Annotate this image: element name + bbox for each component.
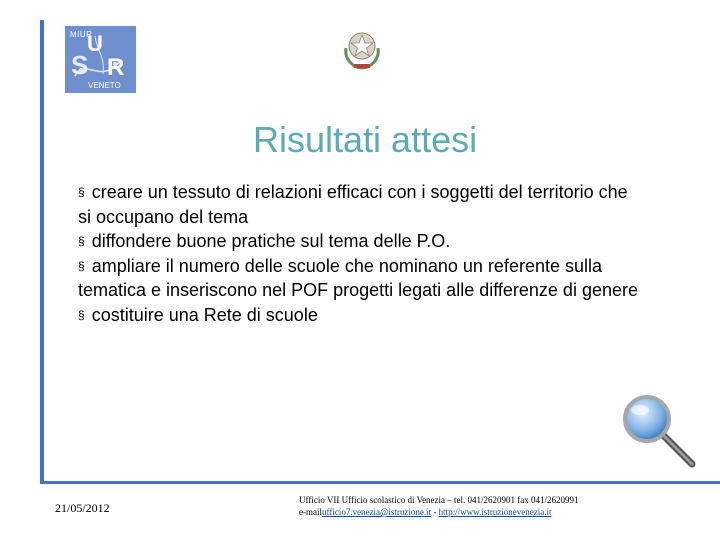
left-accent-rule [40,20,44,484]
bullet-marker: § [78,258,85,273]
bullet-text: diffondere buone pratiche sul tema delle P.O. [91,231,451,251]
logo-letter-s: S [71,50,89,80]
logo-veneto-text: VENETO [88,81,121,90]
magnifier-icon [620,392,700,472]
logo-miur-text: MIUR [70,30,93,39]
logo-letter-u: U [87,31,103,56]
logo-letter-r: R [107,54,125,81]
footer-links-line [299,506,709,518]
footer-contact [299,494,709,518]
list-item [78,180,638,229]
list-item [78,229,638,254]
bullet-marker: § [78,234,85,248]
bottom-accent-rule [40,481,720,484]
slide-date: 21/05/2012 [55,501,110,515]
bullet-marker: § [78,185,85,199]
bullet-text: costituire una Rete di scuole [91,304,318,325]
footer-email-prefix: e-mail [299,507,322,517]
list-item [78,303,638,328]
bullet-list [78,180,638,327]
bullet-marker: § [78,307,85,322]
bullet-text: ampliare il numero delle scuole che nominano un referente sulla tematica e inseriscono nel POF progetti legati alle differenze di genere [78,255,638,300]
slide-title: Risultati attesi [253,119,478,160]
website-link[interactable]: http://www.istruzionevenezia.it [438,507,552,517]
footer-separator: - [431,507,439,517]
email-link[interactable]: ufficio7.venezia@istruzione.it [322,507,432,517]
list-item [78,254,638,303]
bullet-text: creare un tessuto di relazioni efficaci con i soggetti del territorio che si occupano del tema [78,182,628,227]
footer-office-line: Ufficio VII Ufficio scolastico di Venezia – tel. 041/2620901 fax 041/2620991 [299,495,579,505]
usr-veneto-logo [65,26,136,93]
italian-republic-emblem-icon [340,26,384,72]
